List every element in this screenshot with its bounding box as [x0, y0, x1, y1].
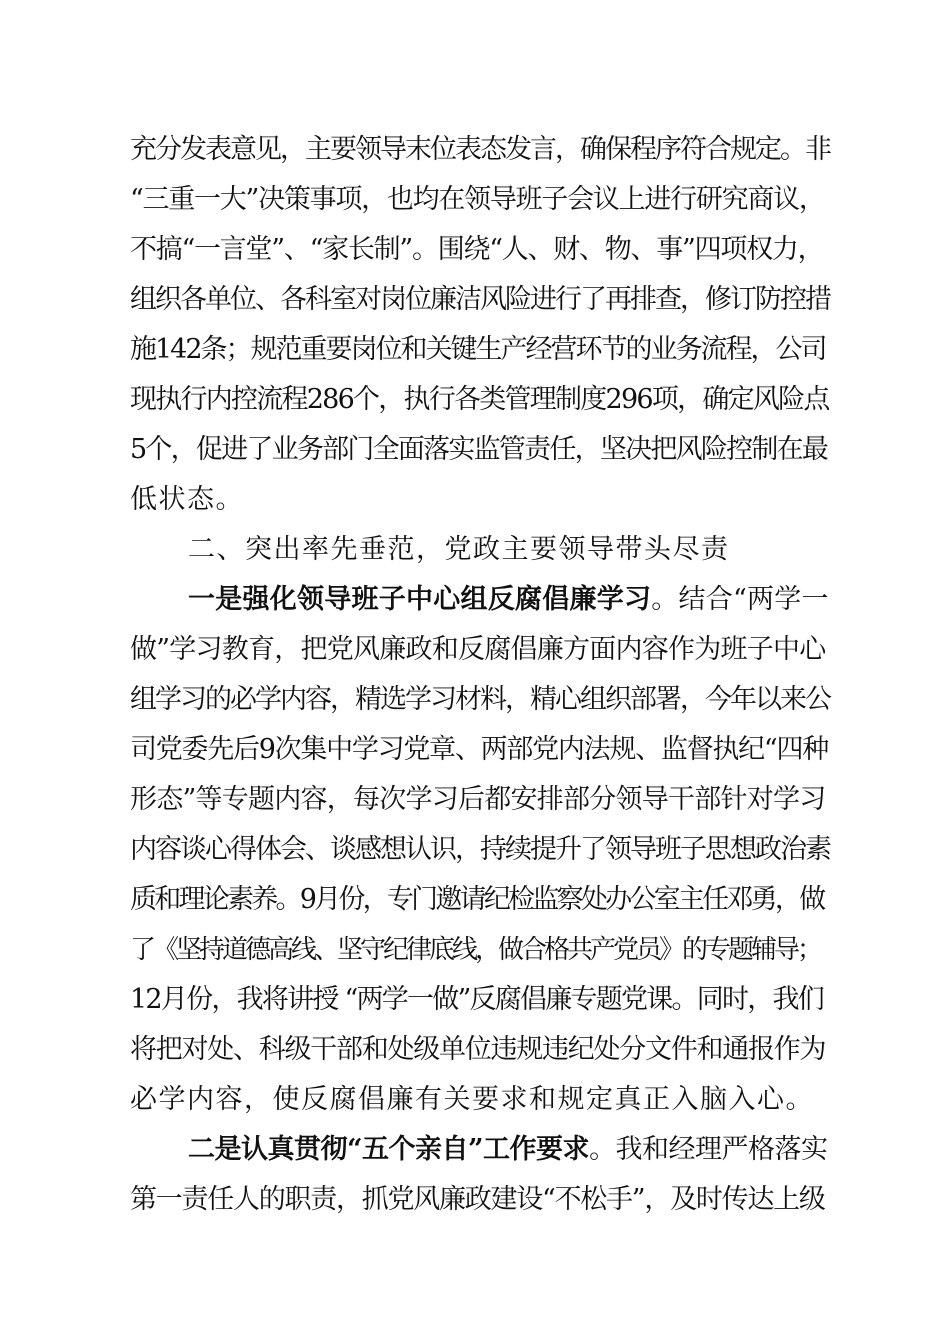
- paragraph-line: 组学习的必学内容，精选学习材料，精心组织部署，今年以来公: [130, 684, 830, 715]
- paragraph-line: 质和理论素养。9月份，专门邀请纪检监察处办公室主任邓勇，做: [130, 884, 824, 915]
- paragraph-line: 司党委先后9次集中学习党章、两部党内法规、监督执纪“四种: [130, 734, 828, 765]
- paragraph-line: 充分发表意见，主要领导末位表态发言，确保程序符合规定。非: [130, 134, 830, 165]
- paragraph-line: 做”学习教育，把党风廉政和反腐倡廉方面内容作为班子中心: [130, 634, 826, 665]
- paragraph-lead: 二是认真贯彻“五个亲自”工作要求: [188, 1134, 590, 1165]
- paragraph-line: 12月份，我将讲授 “两学一做”反腐倡廉专题党课。同时，我们: [130, 984, 824, 1015]
- paragraph-lead-rest: 。我和经理严格落实: [589, 1134, 828, 1165]
- paragraph-line: 必学内容，使反腐倡廉有关要求和规定真正入脑入心。: [130, 1084, 814, 1115]
- paragraph-lead-rest: 。结合“两学一: [651, 584, 829, 615]
- paragraph-line: 第一责任人的职责，抓党风廉政建设“不松手”，及时传达上级: [130, 1184, 825, 1215]
- paragraph-line: 5个，促进了业务部门全面落实监管责任，坚决把风险控制在最: [130, 434, 828, 465]
- paragraph-lead-line: [188, 1134, 830, 1166]
- paragraph-line: “三重一大”决策事项，也均在领导班子会议上进行研究商议，: [130, 184, 825, 215]
- paragraph-line: 了《坚持道德高线、坚守纪律底线，做合格共产党员》的专题辅导；: [130, 935, 821, 965]
- paragraph-line: 施142条；规范重要岗位和关键生产经营环节的业务流程，公司: [130, 334, 826, 365]
- paragraph-line: 不搞“一言堂”、“家长制”。围绕“人、财、物、事”四项权力，: [130, 234, 824, 265]
- paragraph-line: 形态”等专题内容，每次学习后都安排部分领导干部针对学习: [130, 784, 826, 815]
- paragraph-lead-line: [188, 584, 830, 616]
- paragraph-line: 组织各单位、各科室对岗位廉洁风险进行了再排查，修订防控措: [130, 284, 830, 315]
- paragraph-line: 将把对处、科级干部和处级单位违规违纪处分文件和通报作为: [130, 1034, 826, 1065]
- paragraph-line: 低状态。: [130, 484, 244, 515]
- paragraph-line: 内容谈心得体会、谈感想认识，持续提升了领导班子思想政治素: [130, 834, 830, 865]
- paragraph-lead: 一是强化领导班子中心组反腐倡廉学习: [188, 584, 652, 615]
- section-heading: 二、突出率先垂范，党政主要领导带头尽责: [188, 534, 730, 565]
- paragraph-line: 现执行内控流程286个，执行各类管理制度296项，确定风险点: [130, 384, 829, 415]
